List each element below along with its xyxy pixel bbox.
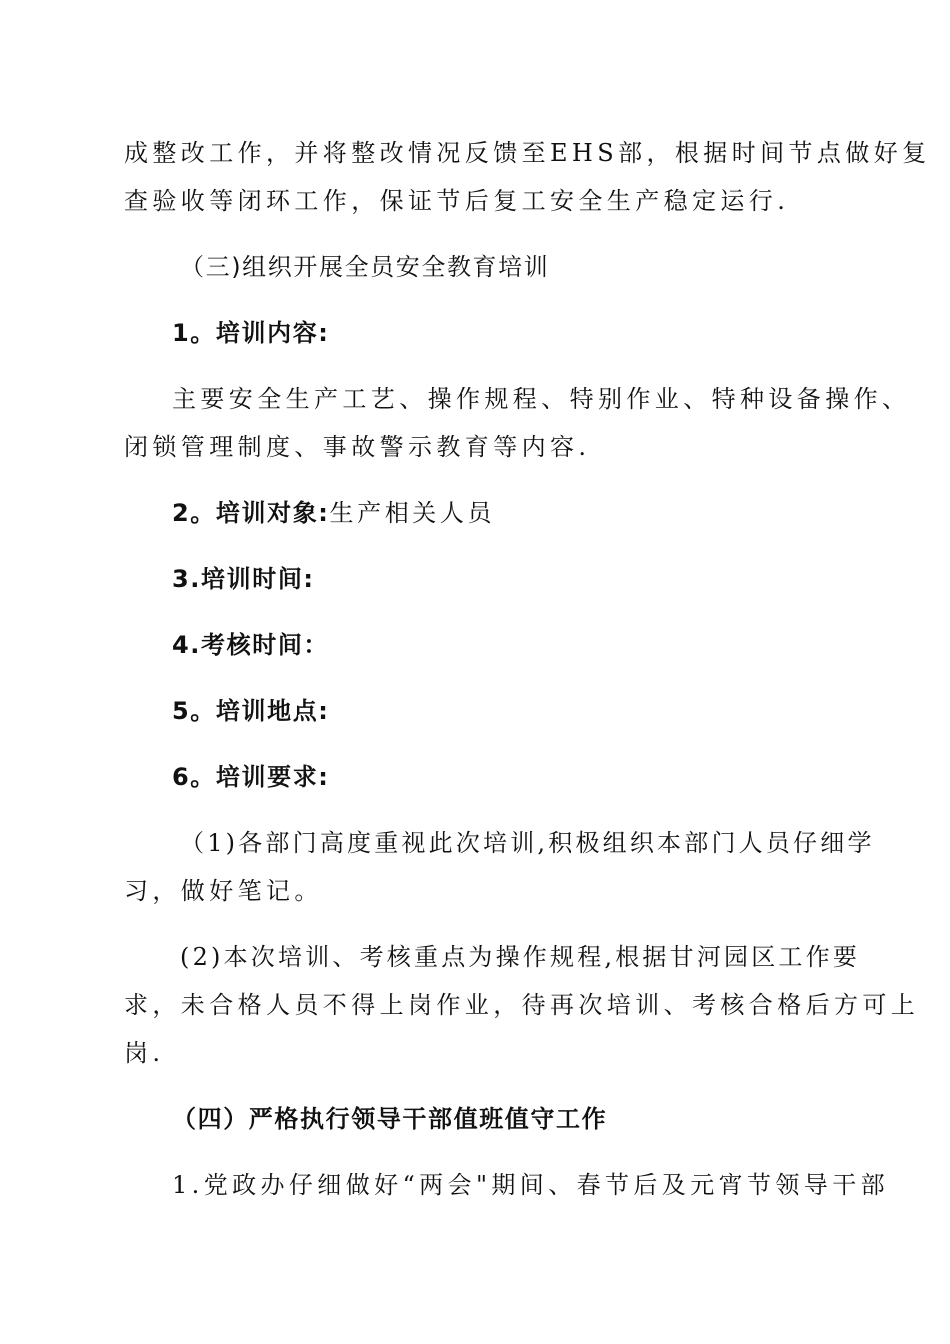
training-content-label: 1。培训内容: [172,319,330,347]
paragraph-line: 1.党政办仔细做好“两会"期间、春节后及元宵节领导干部 [172,1171,890,1199]
paragraph-line: 岗. [124,1039,165,1067]
paragraph-line: 主要安全生产工艺、操作规程、特别作业、特种设备操作、 [172,385,911,413]
paragraph-line: 闭锁管理制度、事故警示教育等内容. [124,433,591,461]
paragraph-line: 成整改工作，并将整改情况反馈至EHS部，根据时间节点做好复 [124,139,931,167]
training-requirements-label: 6。培训要求: [172,763,330,791]
exam-time-label: 4.考核时间： [172,631,330,659]
training-time-label: 3.培训时间: [172,565,315,593]
paragraph-line: 习，做好笔记。 [124,877,323,905]
training-target-value: 生产相关人员 [329,499,496,527]
paragraph-line: (2)本次培训、考核重点为操作规程,根据甘河园区工作要 [180,943,861,971]
paragraph-line: 求，未合格人员不得上岗作业，待再次培训、考核合格后方可上 [124,991,920,1019]
section-heading-four: （四）严格执行领导干部值班值守工作 [172,1105,608,1133]
section-heading-three: （三)组织开展全员安全教育培训 [180,253,550,281]
training-target-line [172,498,495,528]
training-location-label: 5。培训地点: [172,697,330,725]
training-target-label: 2。培训对象: [172,499,330,527]
paragraph-line: （1)各部门高度重视此次培训,积极组织本部门人员仔细学 [180,829,875,857]
paragraph-line: 查验收等闭环工作，保证节后复工安全生产稳定运行. [124,187,790,215]
